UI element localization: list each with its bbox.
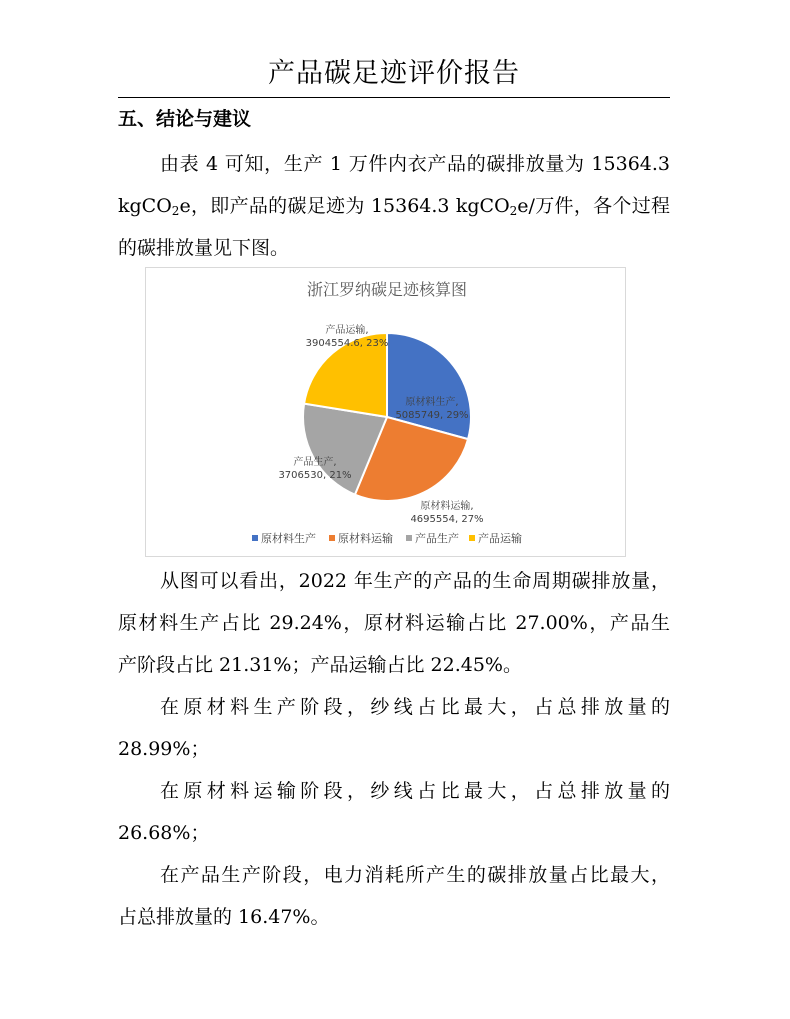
analysis-line: 26.68%；	[118, 822, 210, 844]
page-title: 产品碳足迹评价报告	[268, 58, 520, 89]
legend-label-raw-material-production: 原材料生产	[261, 532, 316, 545]
intro-text: kgCO	[118, 195, 172, 217]
analysis-line: 在原材料运输阶段，纱线占比最大，占总排放量的	[160, 780, 670, 802]
chart-title: 浙江罗纳碳足迹核算图	[306, 280, 468, 299]
legend-label-product-production: 产品生产	[415, 532, 459, 545]
intro-paragraph	[118, 143, 670, 269]
data-label-product-production: 产品生产, 3706530, 21%	[278, 457, 352, 481]
legend-swatch-product-transport	[469, 535, 475, 541]
intro-line	[118, 185, 670, 227]
analysis-line: 在原材料生产阶段，纱线占比最大，占总排放量的	[160, 696, 670, 718]
data-label-raw-material-transport: 原材料运输, 4695554, 27%	[410, 501, 484, 525]
data-label-product-transport: 产品运输, 3904554.6, 23%	[305, 325, 389, 349]
legend-swatch-raw-material-production	[252, 535, 258, 541]
analysis-line: 在产品生产阶段，电力消耗所产生的碳排放量占比最大，	[160, 864, 670, 886]
pie-chart	[145, 267, 626, 557]
pie-chart-canvas	[146, 268, 627, 558]
analysis-line: 从图可以看出，2022 年生产的产品的生命周期碳排放量，	[160, 570, 670, 592]
legend-swatch-product-production	[406, 535, 412, 541]
analysis-line: 28.99%；	[118, 738, 210, 760]
analysis-line: 原材料生产占比 29.24%，原材料运输占比 27.00%，产品生	[118, 612, 670, 634]
intro-line: 的碳排放量见下图。	[118, 237, 290, 259]
intro-line: 由表 4 可知，生产 1 万件内衣产品的碳排放量为 15364.3	[160, 153, 670, 175]
title-divider	[118, 97, 670, 98]
analysis-line: 产阶段占比 21.31%；产品运输占比 22.45%。	[118, 654, 522, 676]
subscript: 2	[509, 204, 518, 218]
intro-text: e，即产品的碳足迹为 15364.3 kgCO	[179, 195, 510, 217]
legend-swatch-raw-material-transport	[329, 535, 335, 541]
legend-label-raw-material-transport: 原材料运输	[338, 532, 393, 545]
section-heading: 五、结论与建议	[118, 108, 252, 130]
legend-label-product-transport: 产品运输	[478, 532, 522, 545]
analysis-paragraph	[118, 560, 670, 938]
subscript: 2	[171, 204, 180, 218]
intro-text: e/万件，各个过程	[517, 195, 670, 217]
analysis-line: 占总排放量的 16.47%。	[118, 906, 330, 928]
data-label-raw-material-production: 原材料生产, 5085749, 29%	[395, 397, 469, 421]
